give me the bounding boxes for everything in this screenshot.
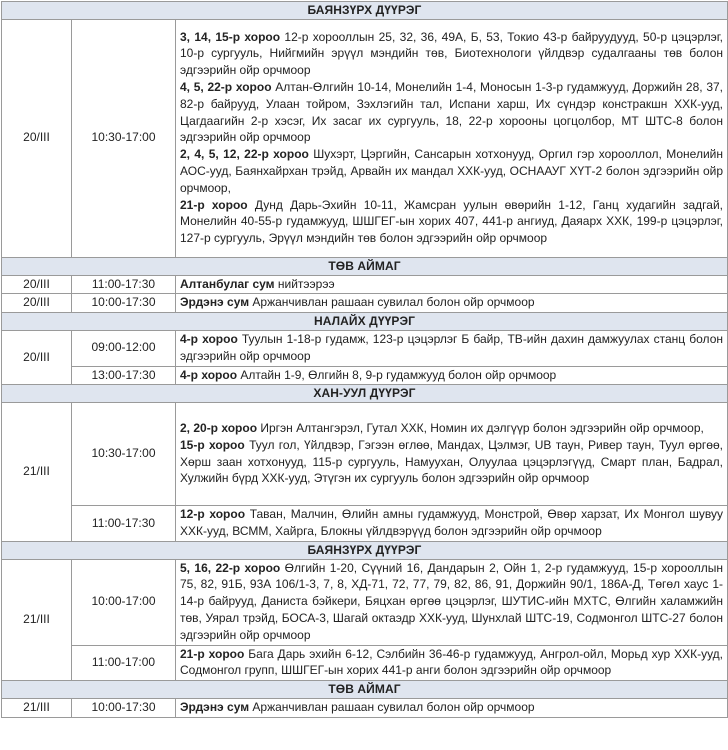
area-entry	[180, 197, 723, 247]
time-cell: 10:00-17:30	[72, 698, 176, 717]
region-header: ТӨВ АЙМАГ	[2, 681, 728, 699]
khoroo-label: 5, 16, 22-р хороо	[180, 560, 281, 575]
region-header-row	[2, 385, 728, 403]
khoroo-label: Алтанбулаг сум	[180, 276, 275, 291]
khoroo-label: 21-р хороо	[180, 197, 248, 212]
area-entry	[180, 146, 723, 196]
description-cell	[176, 19, 728, 257]
area-entry	[180, 79, 723, 146]
area-text: Туул гол, Үйлдвэр, Гэгээн өглөө, Мандах, Цэлмэг, UB таун, Ривер таун, Туул өргөө, Хөрш заан хотхонууд, 115-р сургууль, Намуухан, Олуулаа цэцэрлэгүүд, Смарт план, Бадрал, Хулжийн бүрд ХХК-ууд, Этүгэн их сургууль болон эдгээрийн ойр орчмоор	[180, 437, 723, 486]
time-cell: 10:30-17:00	[72, 403, 176, 506]
time-cell: 10:30-17:00	[72, 19, 176, 257]
date-cell: 21/III	[2, 698, 72, 717]
region-header: БАЯНЗҮРХ ДҮҮРЭГ	[2, 2, 728, 20]
schedule-row	[2, 698, 728, 717]
schedule-row	[2, 366, 728, 385]
khoroo-label: 4-р хороо	[180, 331, 238, 346]
area-text: 12-р хорооллын 25, 32, 36, 49А, Б, 53, Токио 43-р байруудууд, 50-р цэцэрлэг, 10-р сургууль, Нийгмийн эрүүл мэндийн төв, Биотехнологи үйлдвэр судалгааны төв болон эдгээрийн ойр орчмоор	[180, 29, 723, 78]
khoroo-label: 4-р хороо	[180, 367, 238, 382]
khoroo-label: 12-р хороо	[180, 507, 246, 522]
area-text: Иргэн Алтангэрэл, Гутал ХХК, Номин их дэлгүүр болон эдгээрийн ойр орчмоор,	[257, 421, 704, 436]
time-cell: 10:00-17:00	[72, 559, 176, 645]
region-header: ХАН-УУЛ ДҮҮРЭГ	[2, 385, 728, 403]
date-cell: 20/III	[2, 330, 72, 384]
region-header: НАЛАЙХ ДҮҮРЭГ	[2, 313, 728, 331]
region-header-row	[2, 681, 728, 699]
area-text: Аржанчивлан рашаан сувилал болон ойр орчмоор	[249, 699, 535, 714]
area-text: нийтээрээ	[274, 276, 335, 291]
area-text: Шухэрт, Цэргийн, Сансарын хотхонууд, Оргил гэр хорооллол, Монелийн АОС-ууд, Баянхайрхан трэйд, Арвайн их мандал ХХК-ууд, ОСНААУГ ХҮТ-2 болон эдгээрийн ойр орчмоор,	[180, 147, 723, 195]
schedule-row	[2, 19, 728, 257]
area-entry	[180, 29, 723, 79]
region-header-row	[2, 2, 728, 20]
description-cell	[176, 330, 728, 366]
schedule-row	[2, 294, 728, 313]
region-header: БАЯНЗҮРХ ДҮҮРЭГ	[2, 541, 728, 559]
area-entry	[180, 420, 723, 437]
area-text: Алтан-Өлгийн 10-14, Монелийн 1-4, Моносын 1-3-р гудамжууд, Доржийн 28, 37, 82-р байрууд, Улаан тойром, Зэхлэгийн тал, Испани харш, Их сүндэр констракшн ХХК-ууд, Цагдаагийн 2-р хэсэг, Их засаг их сургууль, 18, 22-р хорооны цогцолбор, МТ ШТС-8 болон эдгээрийн ойр орчмоор	[180, 80, 723, 145]
khoroo-label: 15-р хороо	[180, 437, 245, 452]
date-cell: 21/III	[2, 559, 72, 681]
khoroo-label: 2, 20-р хороо	[180, 421, 258, 436]
description-cell	[176, 294, 728, 313]
khoroo-label: 3, 14, 15-р хороо	[180, 29, 281, 44]
region-header: ТӨВ АЙМАГ	[2, 257, 728, 275]
area-text: Бага Дарь эхийн 6-12, Сэлбийн 36-46-р гудамжууд, Ангрол-ойл, Морьд хур ХХК-ууд, Содмонгол групп, ШШГЕГ-ын хорих 441-р анги болон эдгээрийн ойр орчмоор	[180, 646, 724, 678]
region-header-row	[2, 313, 728, 331]
khoroo-label: 2, 4, 5, 12, 22-р хороо	[180, 147, 309, 162]
description-cell	[176, 506, 728, 542]
schedule-row	[2, 645, 728, 681]
time-cell: 11:00-17:30	[72, 275, 176, 294]
time-cell: 11:00-17:00	[72, 645, 176, 681]
schedule-row	[2, 330, 728, 366]
khoroo-label: 21-р хороо	[180, 646, 245, 661]
schedule-row	[2, 506, 728, 542]
time-cell: 13:00-17:30	[72, 366, 176, 385]
area-text: Өлгийн 1-20, Сүүний 16, Дандарын 2, Ойн 1, 2-р гудамжууд, 15-р хорооллын 75, 82, 91Б, 93А 106/1-3, 7, 8, ХД-71, 72, 77, 79, 82, 86, 91, Доржийн 90/1, 186А-Д, Төгөл хаус 1-14-р байрууд, Даниста бэйкери, Бяцхан өргөө цэцэрлэг, ШУТИС-ийн МХТС, Өлгийн халамжийн төв, Уярал трэйд, БОСА-3, Шагай октаэдр ХХК-ууд, Шунхлай ШТС-19, Содмонгол ШТС-27 болон эдгээрийн ойр орчмоор	[180, 560, 723, 642]
date-cell: 20/III	[2, 294, 72, 313]
khoroo-label: 4, 5, 22-р хороо	[180, 80, 272, 94]
khoroo-label: Эрдэнэ сум	[180, 295, 250, 310]
description-cell	[176, 275, 728, 294]
description-cell	[176, 366, 728, 385]
description-cell	[176, 403, 728, 506]
date-cell: 21/III	[2, 403, 72, 542]
region-header-row	[2, 541, 728, 559]
time-cell: 10:00-17:30	[72, 294, 176, 313]
description-cell	[176, 645, 728, 681]
region-header-row	[2, 257, 728, 275]
area-text: Туулын 1-18-р гудамж, 123-р цэцэрлэг Б байр, ТВ-ийн дахин дамжуулах станц болон эдгээрийн ойр орчмоор	[180, 331, 723, 363]
time-cell: 11:00-17:30	[72, 506, 176, 542]
area-text: Аржанчивлан рашаан сувилал болон ойр орчмоор	[249, 295, 535, 310]
schedule-row	[2, 275, 728, 294]
description-cell	[176, 559, 728, 645]
date-cell: 20/III	[2, 19, 72, 257]
area-entry	[180, 437, 723, 487]
date-cell: 20/III	[2, 275, 72, 294]
area-text: Алтайн 1-9, Өлгийн 8, 9-р гудамжууд болон ойр орчмоор	[237, 367, 557, 382]
description-cell	[176, 698, 728, 717]
schedule-row	[2, 559, 728, 645]
area-text: Дунд Дарь-Эхийн 10-11, Жамсран уулын өвөрийн 1-12, Ганц худагийн задгай, Монелийн 40-55-р гудамжууд, ШШГЕГ-ын хорих 407, 441-р ангиуд, Даяарх ХХК, 199-р цэцэрлэг, 127-р сургууль, Эрүүл мэндийн төв болон эдгээрийн ойр орчмоор	[180, 197, 724, 246]
outage-schedule-table	[1, 1, 728, 718]
time-cell: 09:00-12:00	[72, 330, 176, 366]
khoroo-label: Эрдэнэ сум	[180, 699, 250, 714]
schedule-row	[2, 403, 728, 506]
area-text: Таван, Малчин, Өлийн амны гудамжууд, Монстрой, Өвөр харзат, Их Монгол шувуу ХХК-ууд, ВСММ, Хайрга, Блокны үйлдвэрүүд болон эдгээрийн ойр орчмоор	[180, 507, 724, 538]
